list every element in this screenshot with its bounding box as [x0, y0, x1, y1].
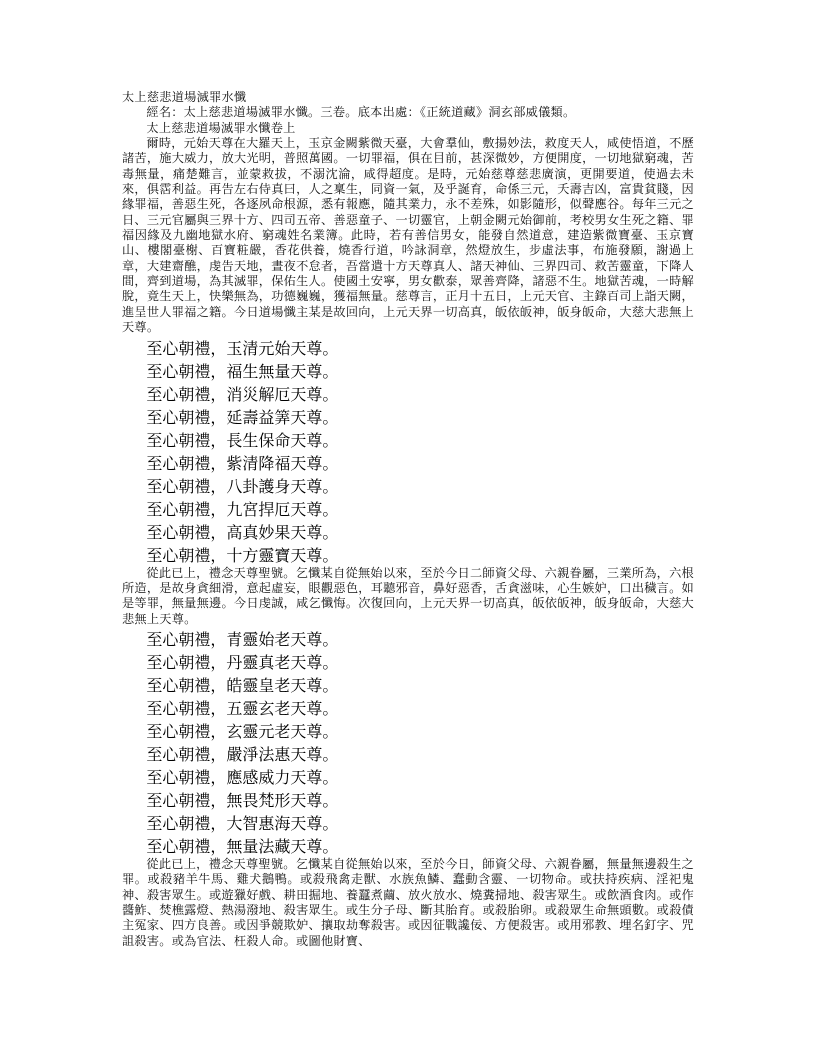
document-body — [122, 90, 694, 949]
litany-item: 至心朝禮，九宮捍厄天尊。 — [146, 499, 339, 519]
volume-heading: 太上慈悲道場滅罪水懺卷上 — [146, 120, 296, 135]
paragraph-refrain-first: 從此已上，禮念天尊聖號。乞懺某自從無始以來，至於今日二師資父母、六親眷屬，三業所為，六根所造，是故身貪細滑，意起虛妄，眼觀惡色，耳聽邪音，鼻好惡香，舌貪滋味，心生嫉妒，口出穢言。如是等罪，無量無邊。今日虔誠，咸乞懺悔。次復回向，上元天界一切高真，皈依皈神，皈身皈命，大慈大悲無上天尊。 — [122, 565, 694, 626]
paragraph-refrain-second: 從此已上，禮念天尊聖號。乞懺某自從無始以來，至於今日，師資父母、六親眷屬，無量無邊殺生之罪。或殺豬羊牛馬、雞犬鵝鴨。或殺飛禽走獸、水族魚鱗、蠢動含靈、一切物命。或扶持疾病、淫祀鬼神、殺害眾生。或遊獵好戲、耕田掘地、養蠶煮繭、放火放水、燒糞掃地、殺害眾生。或飲酒食肉。或作醬鮓、焚樵露燈、熱湯潑地、殺害眾生。或生分子母、斷其胎育。或殺胎卵。或殺眾生命無頭數。或殺債主冤家、四方良善。或因爭競欺妒、攘取劫奪殺害。或因征戰讒佞、方便殺害。或用邪教、埋名釘字、咒詛殺害。或為官法、枉殺人命。或圖他財寶、 — [122, 856, 694, 948]
litany-item: 至心朝禮，無畏梵形天尊。 — [146, 790, 339, 810]
sutra-name-note: 經名：太上慈悲道場滅罪水懺。三卷。底本出處：《正統道藏》洞玄部威儀類。 — [146, 105, 576, 120]
litany-item: 至心朝禮，應感威力天尊。 — [146, 767, 339, 787]
litany-item: 至心朝禮，消災解厄天尊。 — [146, 384, 339, 404]
litany-item: 至心朝禮，高真妙果天尊。 — [146, 522, 339, 542]
paragraph-opening: 爾時，元始天尊在大羅天上，玉京金闕紫微天臺，大會羣仙，敷揚妙法，救度天人，咸使悟道，不歷諸苦，施大威力，放大光明，普照萬國。一切罪福，俱在目前，甚深微妙，方便開度，一切地獄窮魂，苦毒無量，痛楚難言，並蒙救拔，不溺沈淪，咸得超度。是時，元始慈尊慈悲廣演，更開要道，使過去未來，俱霑利益。再告左右侍真曰，人之稟生，同資一氣，及乎誕育，命係三元，夭壽吉凶，富貴貧賤，因緣罪福，善惡生死，各逐夙命根源，悉有報應，隨其業力，永不差殊，如影隨形，似聲應谷。每年三元之日、三元官屬與三界十方、四司五帝、善惡童子、一切靈官，上朝金闕元始御前，考校男女生死之籍、罪福因緣及九幽地獄水府、窮魂姓名業簿。此時，若有善信男女，能發自然道意，建造紫微寶臺、玉京寶山、樓閣臺榭、百寶粧嚴，香花供養，燒香行道，吟詠洞章，然燈放生，步虛法事，布施發願，謝過上章，大建齋醮，虔告天地，晝夜不怠者，吾當遣十方天尊真人、諸天神仙、三界四司、救苦靈童，下降人間，齊到道場，為其滅罪，保佑生人。使國土安寧，男女歡泰，眾善齊降，諸惡不生。地獄苦魂，一時解脫，竟生天上，快樂無為，功德巍巍，獲福無量。慈尊言，正月十五日，上元天官、主錄百司上詣天闕，進呈世人罪福之籍。今日道場懺主某是故回向，上元天界一切高真，皈依皈神，皈身皈命，大慈大悲無上天尊。 — [122, 136, 694, 335]
litany-item: 至心朝禮，十方靈寶天尊。 — [146, 545, 339, 565]
litany-item: 至心朝禮，皓靈皇老天尊。 — [146, 675, 339, 695]
litany-item: 至心朝禮，五靈玄老天尊。 — [146, 698, 339, 718]
litany-item: 至心朝禮，玉清元始天尊。 — [146, 338, 339, 358]
litany-item: 至心朝禮，青靈始老天尊。 — [146, 629, 339, 649]
litany-item: 至心朝禮，玄靈元老天尊。 — [146, 721, 339, 741]
litany-item: 至心朝禮，福生無量天尊。 — [146, 361, 339, 381]
litany-item: 至心朝禮，紫清降福天尊。 — [146, 453, 339, 473]
litany-item: 至心朝禮，丹靈真老天尊。 — [146, 652, 339, 672]
litany-item: 至心朝禮，延壽益筭天尊。 — [146, 407, 339, 427]
litany-item: 至心朝禮，大智惠海天尊。 — [146, 813, 339, 833]
litany-item: 至心朝禮，嚴淨法惠天尊。 — [146, 744, 339, 764]
litany-item: 至心朝禮，長生保命天尊。 — [146, 430, 339, 450]
litany-item: 至心朝禮，無量法藏天尊。 — [146, 836, 339, 856]
document-title: 太上慈悲道場滅罪水懺 — [122, 90, 247, 104]
litany-item: 至心朝禮，八卦護身天尊。 — [146, 476, 339, 496]
